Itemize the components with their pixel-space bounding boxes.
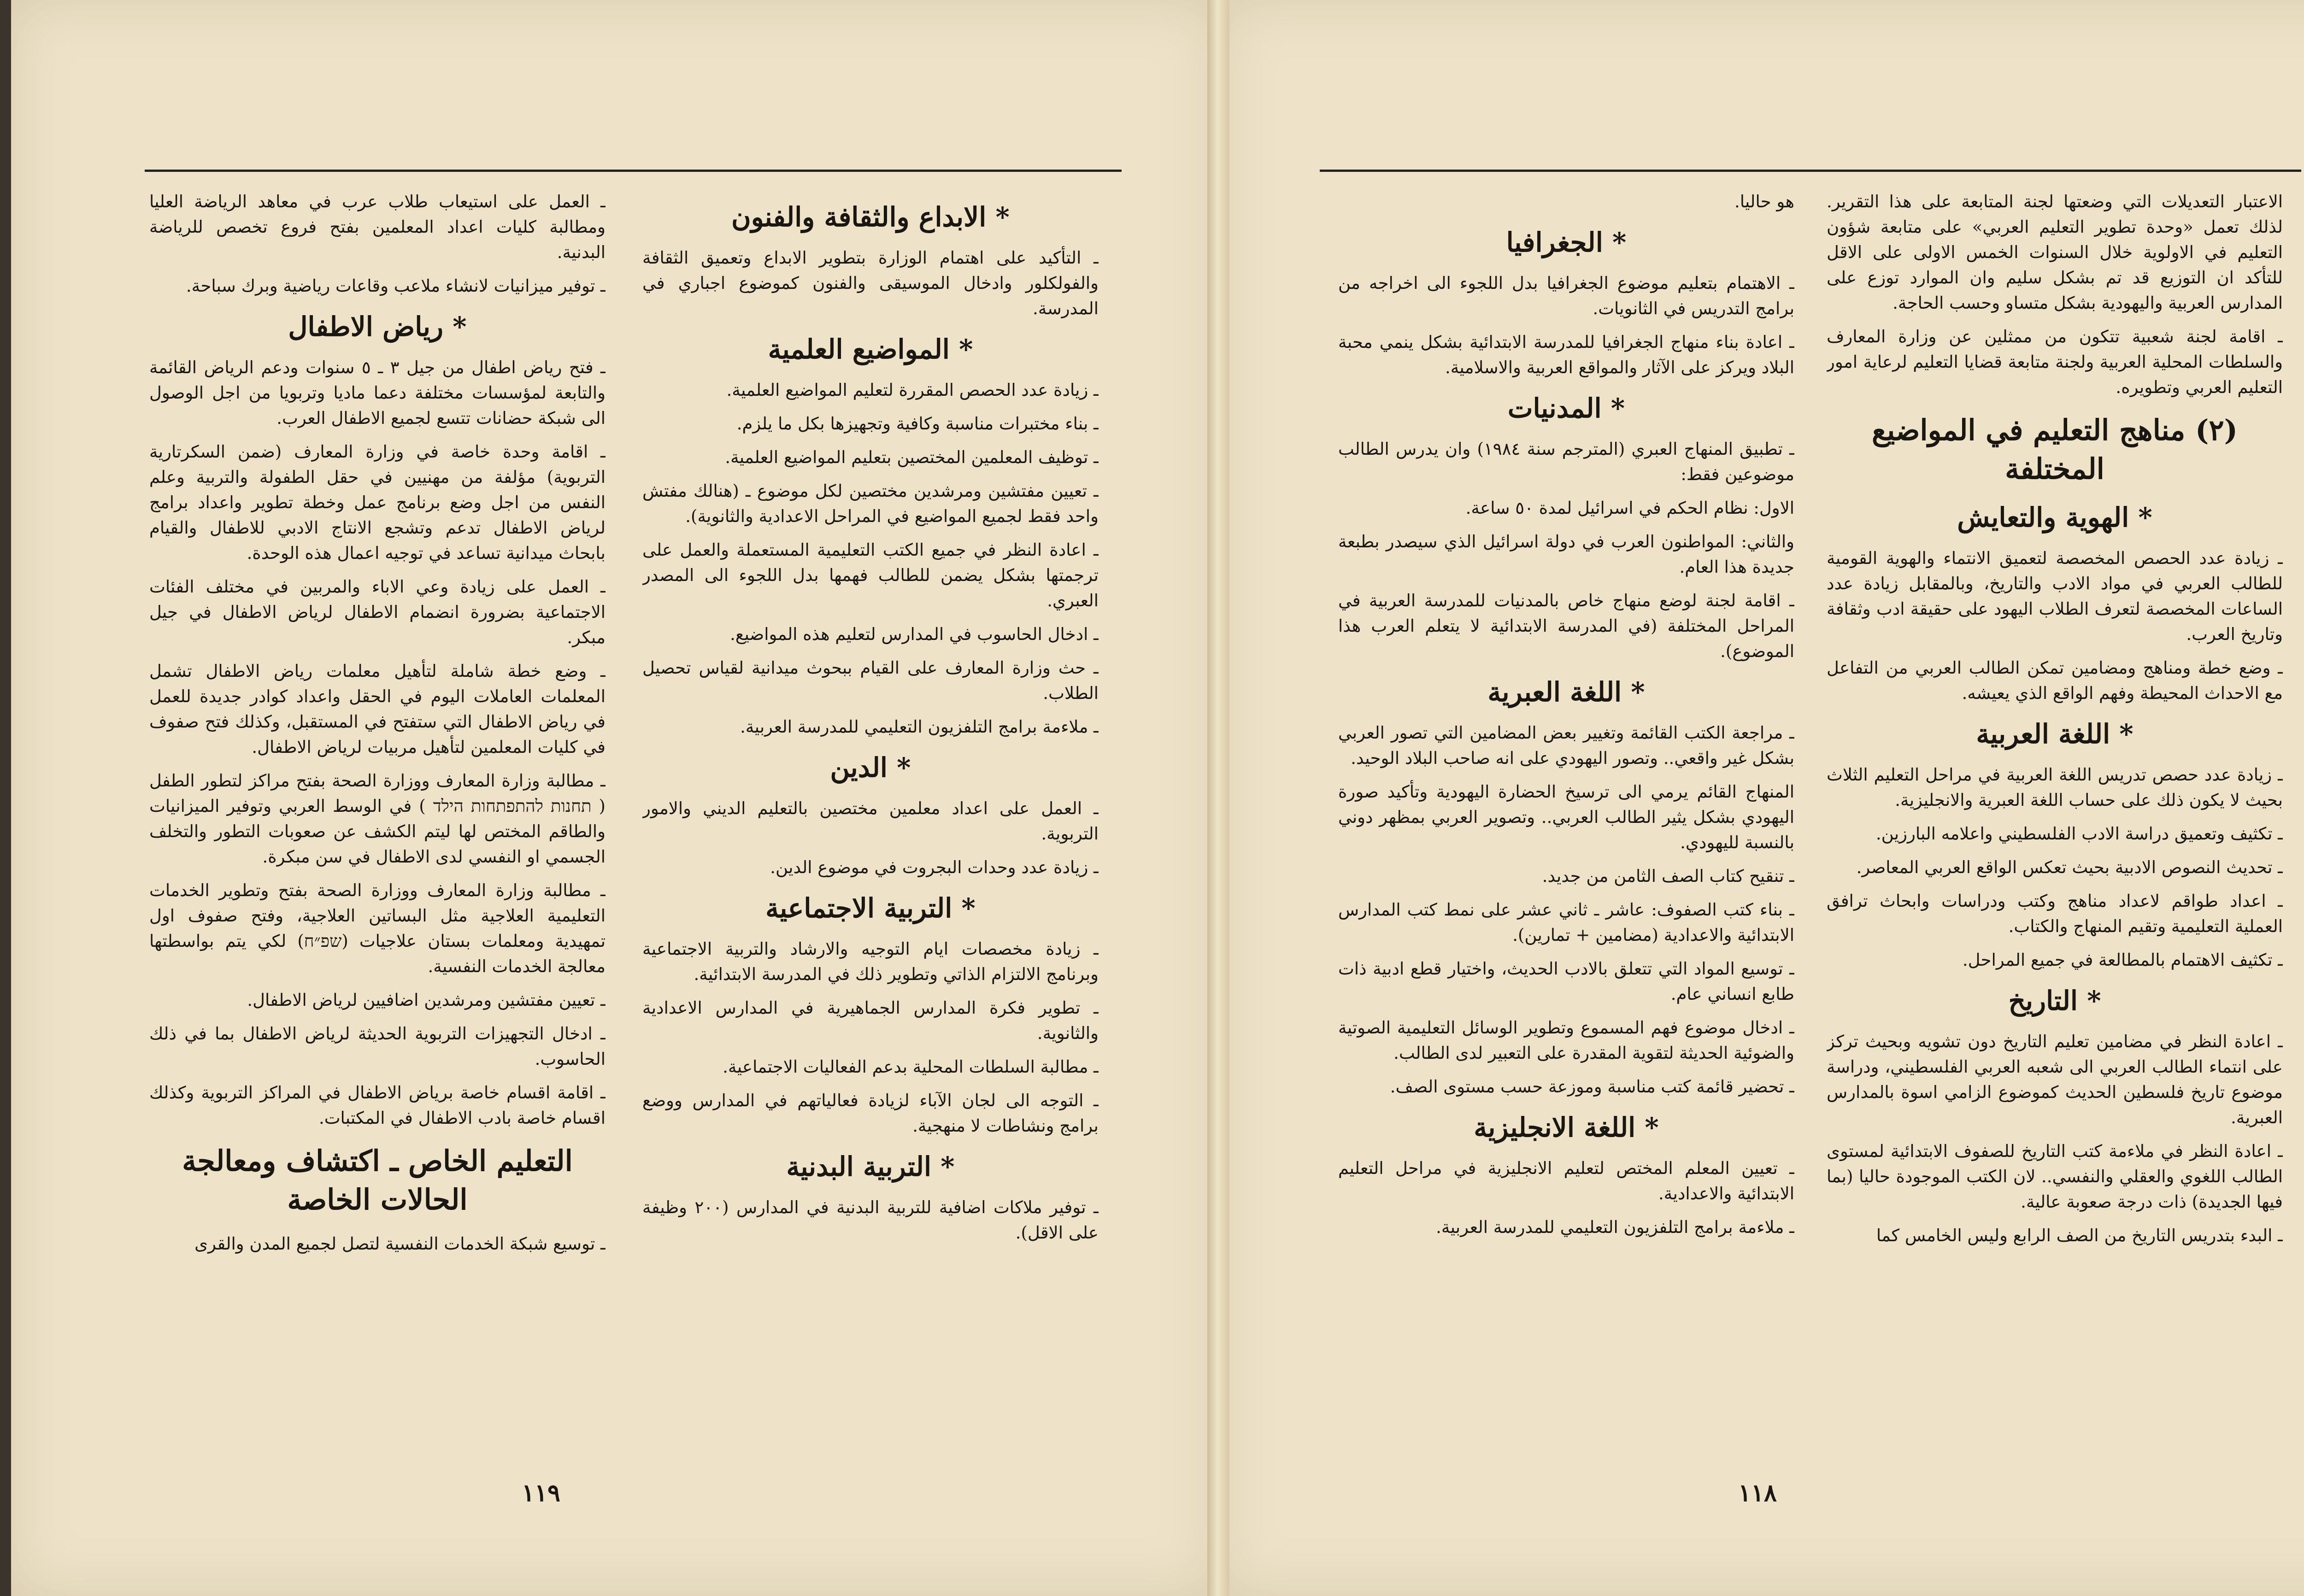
paragraph: ـ مطالبة وزارة المعارف ووزارة الصحة بفتح وتطوير الخدمات التعليمية العلاجية مثل البساتين العلاجية، وفتح صفوف اول تمهيدية ومعلمات بستان علاجيات (שפ״ח) لكي يتم بواسطتها معالجة الخدمات النفسية.	[149, 880, 605, 976]
paragraph: ـ زيادة عدد الحصص المخصصة لتعميق الانتماء والهوية القومية للطالب العربي في مواد الادب والتاريخ، وبالمقابل زيادة عدد الساعات المخصصة لتعرف الطلاب اليهود على حقيقة ادب وثقافة وتاريخ العرب.	[1827, 548, 2283, 644]
paragraph: الاول: نظام الحكم في اسرائيل لمدة ٥٠ ساعة.	[1465, 498, 1794, 518]
paragraph: ـ اعادة النظر في جميع الكتب التعليمية المستعملة والعمل على ترجمتها بشكل يضمن للطالب فهمها بدل اللجوء الى المصدر العبري.	[642, 540, 1099, 610]
paragraph: ـ مطالبة وزارة المعارف ووزارة الصحة بفتح مراكز لتطور الطفل ( תחנות להתפתחות הילד ) في الوسط العربي وتوفير الميزانيات والطاقم المختص لها ليتم الكشف عن صعوبات التطور والتخلف الجسمي او النفسي لدى الاطفال في سن مبكرة.	[149, 771, 605, 867]
paragraph: ـ تعيين مفتشين ومرشدين اضافيين لرياض الاطفال.	[247, 990, 605, 1010]
paragraph: ـ حث وزارة المعارف على القيام ببحوث ميدانية لقياس تحصيل الطلاب.	[642, 658, 1099, 703]
page-number: ١١٩	[522, 1479, 560, 1507]
paragraph: ـ اقامة لجنة شعبية تتكون من ممثلين عن وزارة المعارف والسلطات المحلية العربية ولجنة متابعة قضايا التعليم لرعاية امور التعليم العربي وتطويره.	[1827, 327, 2283, 397]
section-heading: * اللغة العربية	[1976, 718, 2134, 750]
paragraph: ـ توفير ملاكات اضافية للتربية البدنية في المدارس (٢٠٠ وظيفة على الاقل).	[642, 1197, 1099, 1243]
section-heading: * الجغرافيا	[1506, 227, 1627, 258]
section-heading: * اللغة الانجليزية	[1474, 1112, 1659, 1143]
paragraph: ـ ادخال موضوع فهم المسموع وتطوير الوسائل التعليمية الصوتية والضوئية الحديثة لتقوية المقدرة على التعبير لدى الطالب.	[1338, 1018, 1794, 1063]
paragraph: والثاني: المواطنون العرب في دولة اسرائيل الذي سيصدر بطبعة جديدة هذا العام.	[1338, 532, 1794, 577]
paragraph: الاعتبار التعديلات التي وضعتها لجنة المتابعة على هذا التقرير. لذلك تعمل «وحدة تطوير التعليم العربي» على متابعة شؤون التعليم في الاولوية خلال السنوات الخمس الاولى على الاقل للتأكد ان التوزيع قد تم بشكل سليم وان الموارد توزع على المدارس العربية واليهودية بشكل متساو وحسب الحاجة.	[1827, 192, 2283, 313]
paragraph: ـ ادخال الحاسوب في المدارس لتعليم هذه المواضيع.	[730, 624, 1099, 644]
paragraph: ـ فتح رياض اطفال من جيل ٣ ـ ٥ سنوات ودعم الرياض القائمة والتابعة لمؤسسات مختلفة دعما ماديا وتربويا من اجل الوصول الى شبكة حضانات تتسع لجميع الاطفال العرب.	[149, 358, 605, 428]
paragraph: ـ بناء مختبرات مناسبة وكافية وتجهيزها بكل ما يلزم.	[736, 414, 1099, 434]
paragraph: ـ تكثيف وتعميق دراسة الادب الفلسطيني واعلامه البارزين.	[1875, 824, 2283, 844]
right-page	[1218, 0, 2304, 1596]
book-spine	[1207, 0, 1229, 1596]
paragraph: ـ مطالبة السلطات المحلية بدعم الفعاليات الاجتماعية.	[723, 1057, 1099, 1077]
section-heading: * التاريخ	[2008, 985, 2101, 1016]
paragraph: ـ توفير ميزانيات لانشاء ملاعب وقاعات رياضية وبرك سباحة.	[186, 276, 605, 296]
paragraph: ـ اعادة النظر في ملاءمة كتب التاريخ للصفوف الابتدائية لمستوى الطالب اللغوي والعقلي والنفسي.. لان الكتب الموجودة حاليا (بما فيها الجديدة) ذات درجة صعوبة عالية.	[1827, 1141, 2283, 1212]
chapter-heading: (٢) مناهج التعليم في المواضيع المختلفة	[1872, 413, 2238, 486]
paragraph: ـ البدء بتدريس التاريخ من الصف الرابع وليس الخامس كما	[1876, 1226, 2283, 1245]
paragraph: ـ اعادة بناء منهاج الجغرافيا للمدرسة الابتدائية بشكل ينمي محبة البلاد ويركز على الآثار والمواقع العربية والاسلامية.	[1338, 332, 1794, 377]
left-page-right-column	[642, 189, 1099, 1387]
paragraph: ـ ملاءمة برامج التلفزيون التعليمي للمدرسة العربية.	[740, 717, 1099, 737]
paragraph: ـ العمل على استيعاب طلاب عرب في معاهد الرياضة العليا ومطالبة كليات اعداد المعلمين بفتح فروع تخصص للرياضة البدنية.	[149, 192, 605, 262]
paragraph: ـ تطوير فكرة المدارس الجماهيرية في المدارس الاعدادية والثانوية.	[642, 998, 1099, 1043]
section-heading: * رياض الاطفال	[288, 311, 467, 342]
left-page-left-column	[149, 189, 605, 1387]
paragraph: ـ ملاءمة برامج التلفزيون التعليمي للمدرسة العربية.	[1436, 1217, 1794, 1237]
paragraph: ـ تطبيق المنهاج العبري (المترجم سنة ١٩٨٤) وان يدرس الطالب موضوعين فقط:	[1338, 439, 1794, 484]
paragraph: ـ مراجعة الكتب القائمة وتغيير بعض المضامين التي تصور العربي بشكل غير واقعي.. وتصور اليهودي على انه صاحب البلاد الوحيد.	[1338, 723, 1794, 768]
page-number: ١١٨	[1738, 1479, 1777, 1507]
top-rule	[1320, 170, 2301, 172]
paragraph: ـ بناء كتب الصفوف: عاشر ـ ثاني عشر على نمط كتب المدارس الابتدائية والاعدادية (مضامين + تمارين).	[1338, 900, 1794, 945]
paragraph: ـ تحضير قائمة كتب مناسبة وموزعة حسب مستوى الصف.	[1390, 1077, 1794, 1097]
right-page-right-column	[1827, 189, 2283, 1387]
paragraph: هو حاليا.	[1734, 192, 1794, 211]
paragraph: ـ التأكيد على اهتمام الوزارة بتطوير الابداع وتعميق الثقافة والفولكلور وادخال الموسيقى والفنون كموضوع اجباري في المدرسة.	[642, 248, 1099, 318]
left-page	[11, 0, 1218, 1596]
section-heading: * الدين	[830, 752, 911, 783]
paragraph: ـ اقامة وحدة خاصة في وزارة المعارف (ضمن السكرتارية التربوية) مؤلفة من مهنيين في حقل الطفولة والتربية وعلم النفس من اجل وضع برنامج عمل وخطة تطوير واعداد برامج لرياض الاطفال تدعم وتشجع الانتاج الادبي للاطفال والقيام بابحاث ميدانية تساعد في توجيه اعمال هذه الوحدة.	[149, 442, 605, 563]
right-page-left-column	[1338, 189, 1794, 1387]
paragraph: المنهاج القائم يرمي الى ترسيخ الحضارة اليهودية وتأكيد صورة اليهودي بشكل يثير الطالب العربي.. وتصوير العربي بمظهر دوني بالنسبة لليهودي.	[1338, 782, 1794, 852]
paragraph: ـ زيادة مخصصات ايام التوجيه والارشاد والتربية الاجتماعية وبرنامج الالتزام الذاتي وتطوير ذلك في المدرسة الابتدائية.	[642, 939, 1099, 984]
paragraph: ـ زيادة عدد الحصص المقررة لتعليم المواضيع العلمية.	[726, 380, 1099, 400]
paragraph: ـ توظيف المعلمين المختصين بتعليم المواضيع العلمية.	[725, 447, 1099, 467]
paragraph: ـ اعداد طواقم لاعداد مناهج وكتب ودراسات وابحاث ترافق العملية التعليمية وتقيم المنهاج والكتاب.	[1827, 891, 2283, 936]
paragraph: ـ زيادة عدد وحدات البجروت في موضوع الدين.	[770, 857, 1099, 877]
paragraph: ـ اقامة لجنة لوضع منهاج خاص بالمدنيات للمدرسة العربية في المراحل المختلفة (في المدرسة الابتدائية لا يتعلم العرب هذا الموضوع).	[1338, 591, 1794, 661]
chapter-heading: التعليم الخاص ـ اكتشاف ومعالجة الحالات الخاصة	[182, 1144, 573, 1216]
section-heading: * التربية الاجتماعية	[765, 892, 976, 924]
paragraph: ـ اقامة اقسام خاصة برياض الاطفال في المراكز التربوية وكذلك اقسام خاصة بادب الاطفال في المكتبات.	[149, 1083, 605, 1128]
paragraph: ـ التوجه الى لجان الآباء لزيادة فعالياتهم في المدارس ووضع برامج ونشاطات لا منهجية.	[642, 1091, 1099, 1136]
paragraph: ـ وضع خطة ومناهج ومضامين تمكن الطالب العربي من التفاعل مع الاحداث المحيطة وفهم الواقع الذي يعيشه.	[1827, 658, 2283, 703]
section-heading: * الابداع والثقافة والفنون	[731, 201, 1010, 233]
section-heading: * الهوية والتعايش	[1957, 502, 2152, 533]
section-heading: * اللغة العبرية	[1487, 676, 1645, 708]
top-rule	[145, 170, 1122, 172]
paragraph: ـ وضع خطة شاملة لتأهيل معلمات رياض الاطفال تشمل المعلمات العاملات اليوم في الحقل واعداد كوادر جديدة للعمل في رياض الاطفال التي ستفتح في المستقبل، وكذلك فتح صفوف في كليات المعلمين لتأهيل مربيات لرياض الاطفال.	[149, 661, 605, 757]
paragraph: ـ توسيع شبكة الخدمات النفسية لتصل لجميع المدن والقرى	[194, 1234, 605, 1254]
paragraph: ـ تكثيف الاهتمام بالمطالعة في جميع المراحل.	[1962, 950, 2283, 970]
paragraph: ـ زيادة عدد حصص تدريس اللغة العربية في مراحل التعليم الثلاث بحيث لا يكون ذلك على حساب اللغة العبرية والانجليزية.	[1827, 765, 2283, 810]
paragraph: ـ تعيين المعلم المختص لتعليم الانجليزية في مراحل التعليم الابتدائية والاعدادية.	[1338, 1158, 1794, 1203]
paragraph: ـ العمل على اعداد معلمين مختصين بالتعليم الديني والامور التربوية.	[642, 798, 1099, 844]
paragraph: ـ تنقيح كتاب الصف الثامن من جديد.	[1542, 866, 1794, 886]
paragraph: ـ توسيع المواد التي تتعلق بالادب الحديث، واختيار قطع ادبية ذات طابع انساني عام.	[1338, 959, 1794, 1004]
section-heading: * المواضيع العلمية	[768, 334, 973, 365]
paragraph: ـ اعادة النظر في مضامين تعليم التاريخ دون تشويه وبحيث تركز على انتماء الطالب العربي الى شعبه العربي الفلسطيني، ودراسة موضوع تاريخ فلسطين الحديث كموضوع الزامي اسوة بالمدارس العبرية.	[1827, 1032, 2283, 1127]
section-heading: * المدنيات	[1507, 393, 1625, 424]
paragraph: ـ العمل على زيادة وعي الاباء والمربين في مختلف الفئات الاجتماعية بضرورة انضمام الاطفال لرياض الاطفال في جيل مبكر.	[149, 577, 605, 647]
paragraph: ـ ادخال التجهيزات التربوية الحديثة لرياض الاطفال بما في ذلك الحاسوب.	[149, 1024, 605, 1069]
section-heading: * التربية البدنية	[786, 1151, 955, 1182]
paragraph: ـ الاهتمام بتعليم موضوع الجغرافيا بدل اللجوء الى اخراجه من برامج التدريس في الثانويات.	[1338, 273, 1794, 318]
paragraph: ـ تعيين مفتشين ومرشدين مختصين لكل موضوع ـ (هنالك مفتش واحد فقط لجميع المواضيع في المراحل الاعدادية والثانوية).	[642, 481, 1099, 526]
paragraph: ـ تحديث النصوص الادبية بحيث تعكس الواقع العربي المعاصر.	[1856, 857, 2283, 877]
